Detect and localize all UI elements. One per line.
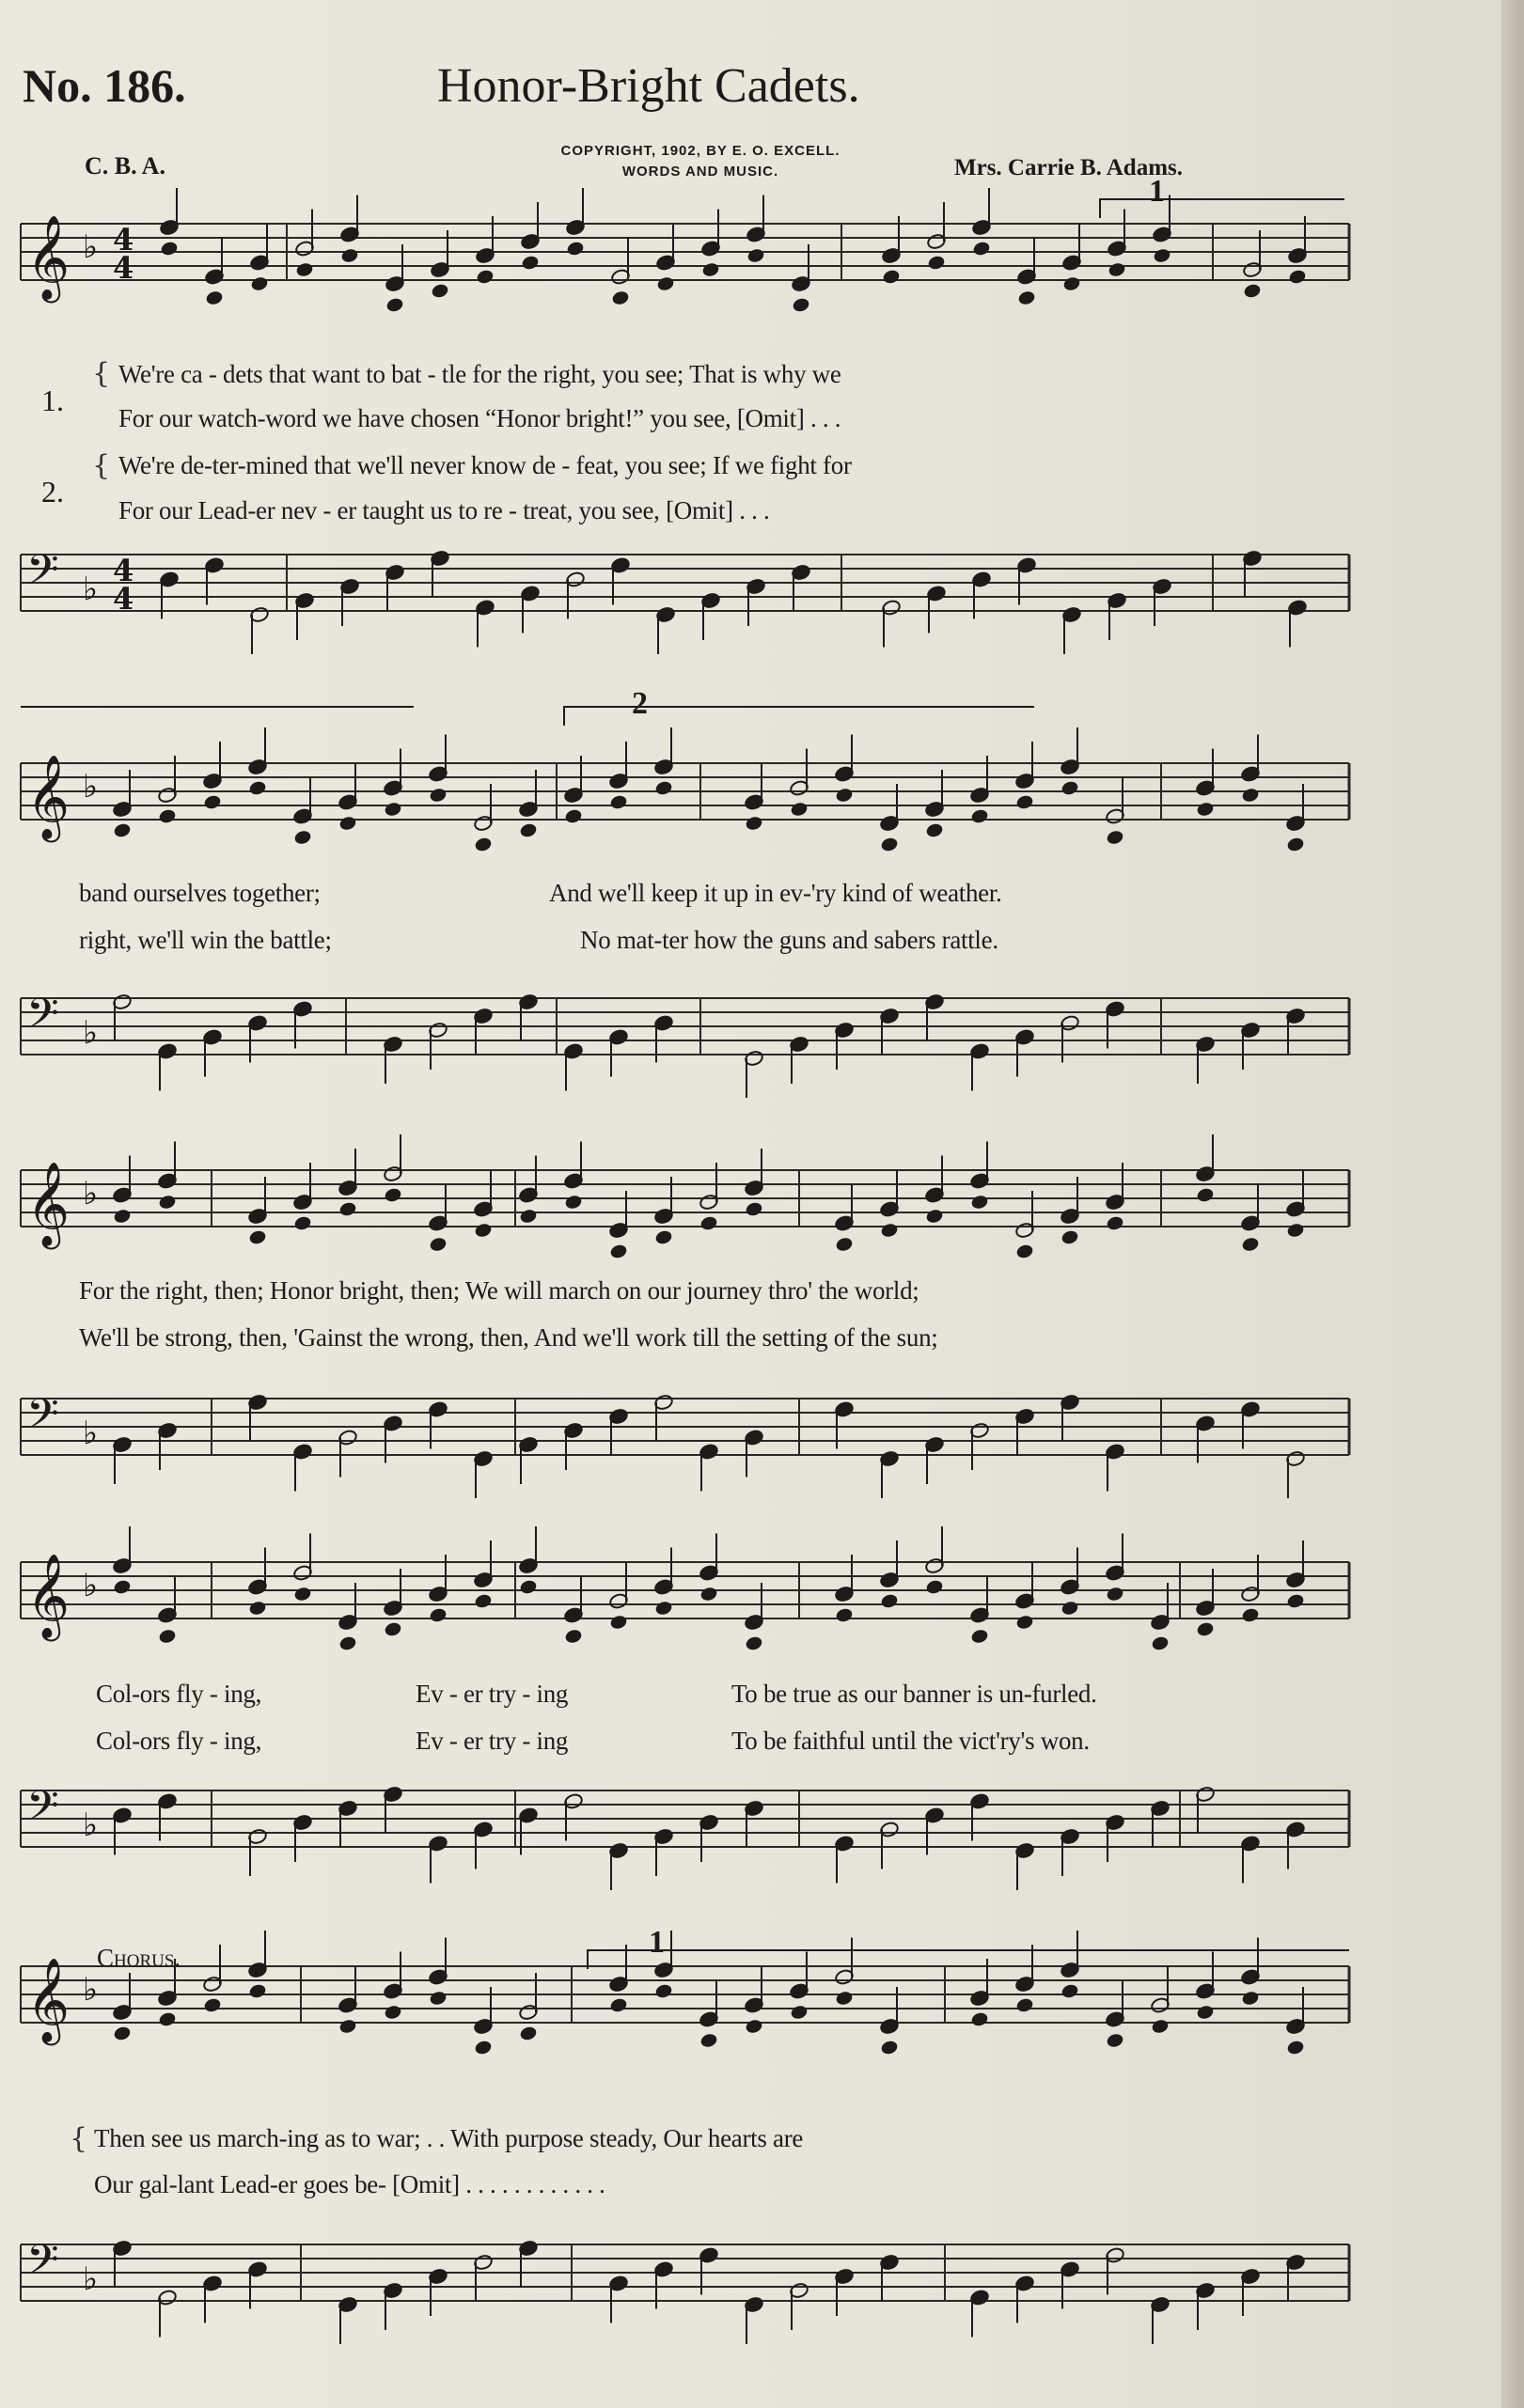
arranger-credit: C. B. A.	[85, 152, 165, 180]
note-head	[248, 1229, 266, 1245]
note-head	[519, 1579, 537, 1595]
note-head	[970, 2011, 988, 2027]
note-head	[1286, 2040, 1304, 2056]
note-head	[521, 255, 539, 271]
note-head	[1196, 802, 1214, 818]
note-head	[474, 1593, 492, 1609]
note-head	[654, 1983, 672, 1999]
note-head	[340, 248, 358, 264]
note-head	[609, 1997, 627, 2013]
note-head	[699, 1587, 717, 1603]
system-2-line-1a: band ourselves together;	[79, 879, 321, 907]
note-head	[1151, 2019, 1169, 2035]
note-head	[790, 802, 808, 818]
flat-sign-icon: ♭	[83, 1175, 99, 1212]
system-4-line-2c: To be faithful until the vict'ry's won.	[731, 1727, 1090, 1755]
author-credit: Mrs. Carrie B. Adams.	[954, 155, 1184, 180]
copyright-line-2: WORDS AND MUSIC.	[621, 164, 779, 180]
note-head	[1241, 788, 1259, 804]
note-head	[203, 1997, 221, 2013]
note-head	[384, 1621, 401, 1637]
note-head	[429, 1991, 447, 2007]
note-head	[429, 1607, 447, 1623]
flat-sign-icon: ♭	[83, 2260, 99, 2298]
note-head	[1106, 2033, 1123, 2049]
note-head	[1106, 1587, 1123, 1603]
note-head	[654, 1229, 672, 1245]
note-head	[925, 1209, 943, 1225]
note-head	[519, 2025, 537, 2041]
note-head	[1288, 269, 1306, 285]
note-head	[880, 1223, 898, 1239]
treble-clef-icon: 𝄞	[26, 1958, 71, 2042]
note-head	[970, 808, 988, 824]
chorus-line-2: Our gal-lant Lead-er goes be- [Omit] . . . . . . . . . . . .	[94, 2170, 605, 2198]
note-head	[927, 255, 945, 271]
verse-2-line-b: For our Lead-er nev - er taught us to re - treat, you see, [Omit] . . .	[118, 496, 770, 524]
note-head	[1106, 1215, 1123, 1231]
system-2-line-1b: And we'll keep it up in ev-'ry kind of weather.	[549, 879, 1002, 907]
time-signature: 4	[113, 581, 134, 617]
note-head	[519, 1209, 537, 1225]
note-head	[293, 1215, 311, 1231]
note-head	[113, 822, 131, 838]
note-head	[293, 830, 311, 846]
note-head	[566, 241, 584, 257]
note-head	[792, 297, 809, 313]
note-head	[1106, 830, 1123, 846]
time-signature: 4	[113, 222, 134, 258]
note-head	[1196, 2005, 1214, 2021]
note-head	[745, 2019, 762, 2035]
note-head	[835, 788, 853, 804]
note-head	[1015, 1997, 1033, 2013]
note-head	[1241, 1607, 1259, 1623]
chorus-brace: {	[70, 2122, 88, 2155]
note-head	[745, 1201, 762, 1217]
note-head	[835, 1607, 853, 1623]
flat-sign-icon: ♭	[83, 571, 99, 608]
system-4-line-1c: To be true as our banner is un-furled.	[731, 1680, 1097, 1708]
note-head	[745, 1635, 762, 1651]
note-head	[609, 794, 627, 810]
note-head	[158, 1195, 176, 1211]
note-head	[699, 1215, 717, 1231]
note-head	[1241, 1237, 1259, 1253]
flat-sign-icon: ♭	[83, 228, 99, 266]
note-head	[611, 290, 629, 306]
system-4-line-1b: Ev - er try - ing	[416, 1680, 569, 1708]
chorus-label: Chorus.	[97, 1944, 181, 1972]
chorus-first-ending-mark: 1	[649, 1925, 665, 1960]
note-head	[1108, 262, 1125, 278]
treble-clef-icon: 𝄞	[26, 1554, 71, 1638]
note-head	[113, 1209, 131, 1225]
note-head	[746, 248, 764, 264]
note-head	[1286, 1223, 1304, 1239]
note-head	[880, 2040, 898, 2056]
note-head	[1015, 1243, 1033, 1259]
note-head	[476, 269, 494, 285]
note-head	[205, 290, 223, 306]
note-head	[1015, 794, 1033, 810]
note-head	[293, 1587, 311, 1603]
note-head	[1061, 780, 1078, 796]
note-head	[882, 269, 900, 285]
note-head	[745, 816, 762, 832]
note-head	[564, 808, 582, 824]
note-head	[474, 2040, 492, 2056]
note-head	[1061, 1229, 1078, 1245]
flat-sign-icon: ♭	[83, 1971, 99, 2009]
system-4-line-2a: Col-ors fly - ing,	[96, 1727, 262, 1755]
note-head	[431, 283, 448, 299]
treble-clef-icon: 𝄞	[26, 1162, 71, 1246]
bass-clef-icon: 𝄢	[26, 545, 59, 604]
note-head	[1061, 1983, 1078, 1999]
note-head	[654, 1601, 672, 1617]
flat-sign-icon: ♭	[83, 1567, 99, 1604]
copyright-line-1: COPYRIGHT, 1902, BY E. O. EXCELL.	[560, 143, 841, 159]
note-head	[790, 2005, 808, 2021]
system-3-line-2: We'll be strong, then, 'Gainst the wrong, then, And we'll work till the setting of the sun;	[79, 1323, 938, 1352]
flat-sign-icon: ♭	[83, 1415, 99, 1452]
note-head	[609, 1243, 627, 1259]
note-head	[338, 1635, 356, 1651]
hymn-title: Honor-Bright Cadets.	[437, 59, 860, 113]
note-head	[384, 1187, 401, 1203]
verse-2-line-a: We're de-ter-mined that we'll never know de - feat, you see; If we fight for	[118, 451, 852, 479]
note-head	[248, 1601, 266, 1617]
note-head	[1196, 1187, 1214, 1203]
flat-sign-icon: ♭	[83, 768, 99, 805]
note-head	[158, 808, 176, 824]
flat-sign-icon: ♭	[83, 1014, 99, 1052]
note-head	[1286, 837, 1304, 852]
note-head	[384, 802, 401, 818]
verse-1-brace: {	[92, 357, 111, 390]
note-head	[250, 276, 268, 292]
note-head	[880, 1593, 898, 1609]
bass-clef-icon: 𝄢	[26, 2235, 59, 2294]
note-head	[654, 780, 672, 796]
verse-2-brace: {	[92, 449, 111, 482]
note-head	[564, 1629, 582, 1645]
note-head	[656, 276, 674, 292]
second-ending-mark: 2	[632, 686, 648, 721]
note-head	[1153, 248, 1170, 264]
treble-clef-icon: 𝄞	[26, 215, 71, 300]
note-head	[160, 241, 178, 257]
note-head	[835, 1991, 853, 2007]
system-3-line-1: For the right, then; Honor bright, then; We will march on our journey thro' the world;	[79, 1276, 919, 1305]
chorus-line-1: Then see us march-ing as to war; . . With purpose steady, Our hearts are	[94, 2124, 804, 2152]
note-head	[248, 780, 266, 796]
note-head	[1017, 290, 1035, 306]
note-head	[609, 1615, 627, 1631]
note-head	[429, 1237, 447, 1253]
note-head	[970, 1629, 988, 1645]
time-signature: 4	[113, 553, 134, 588]
note-head	[1286, 1593, 1304, 1609]
note-head	[1241, 1991, 1259, 2007]
first-ending-mark: 1	[1149, 174, 1165, 209]
system-2-line-2b: No mat-ter how the guns and sabers rattle.	[580, 926, 998, 954]
bass-clef-icon: 𝄢	[26, 1781, 59, 1840]
system-2-line-2a: right, we'll win the battle;	[79, 926, 332, 954]
note-head	[1243, 283, 1261, 299]
note-head	[474, 837, 492, 852]
note-head	[925, 1579, 943, 1595]
note-head	[701, 262, 719, 278]
note-head	[1061, 1601, 1078, 1617]
system-4-line-2b: Ev - er try - ing	[416, 1727, 569, 1755]
note-head	[385, 297, 403, 313]
system-4-line-1a: Col-ors fly - ing,	[96, 1680, 262, 1708]
time-signature: 4	[113, 250, 134, 286]
note-head	[158, 1629, 176, 1645]
note-head	[1015, 1615, 1033, 1631]
note-head	[295, 262, 313, 278]
volta-bracket	[1100, 199, 1344, 218]
flat-sign-icon: ♭	[83, 1806, 99, 1844]
verse-1-number: 1.	[41, 383, 64, 417]
note-head	[1151, 1635, 1169, 1651]
note-head	[925, 822, 943, 838]
note-head	[880, 837, 898, 852]
verse-1-line-a: We're ca - dets that want to bat - tle for the right, you see; That is why we	[118, 360, 841, 388]
note-head	[1062, 276, 1080, 292]
treble-clef-icon: 𝄞	[26, 755, 71, 839]
note-head	[699, 2033, 717, 2049]
note-head	[1196, 1621, 1214, 1637]
note-head	[113, 1579, 131, 1595]
note-head	[564, 1195, 582, 1211]
note-head	[474, 1223, 492, 1239]
note-head	[248, 1983, 266, 1999]
bass-clef-icon: 𝄢	[26, 989, 59, 1048]
page-edge	[1501, 0, 1524, 2408]
note-head	[338, 816, 356, 832]
note-head	[384, 2005, 401, 2021]
note-head	[429, 788, 447, 804]
verse-2-number: 2.	[41, 475, 64, 508]
note-head	[203, 794, 221, 810]
note-head	[113, 2025, 131, 2041]
note-head	[970, 1195, 988, 1211]
verse-1-line-b: For our watch-word we have chosen “Honor bright!” you see, [Omit] . . .	[118, 404, 841, 432]
bass-clef-icon: 𝄢	[26, 1389, 59, 1448]
note-head	[338, 2019, 356, 2035]
note-head	[972, 241, 990, 257]
note-head	[338, 1201, 356, 1217]
hymn-number: No. 186.	[23, 59, 186, 112]
note-head	[519, 822, 537, 838]
note-head	[835, 1237, 853, 1253]
note-head	[158, 2011, 176, 2027]
